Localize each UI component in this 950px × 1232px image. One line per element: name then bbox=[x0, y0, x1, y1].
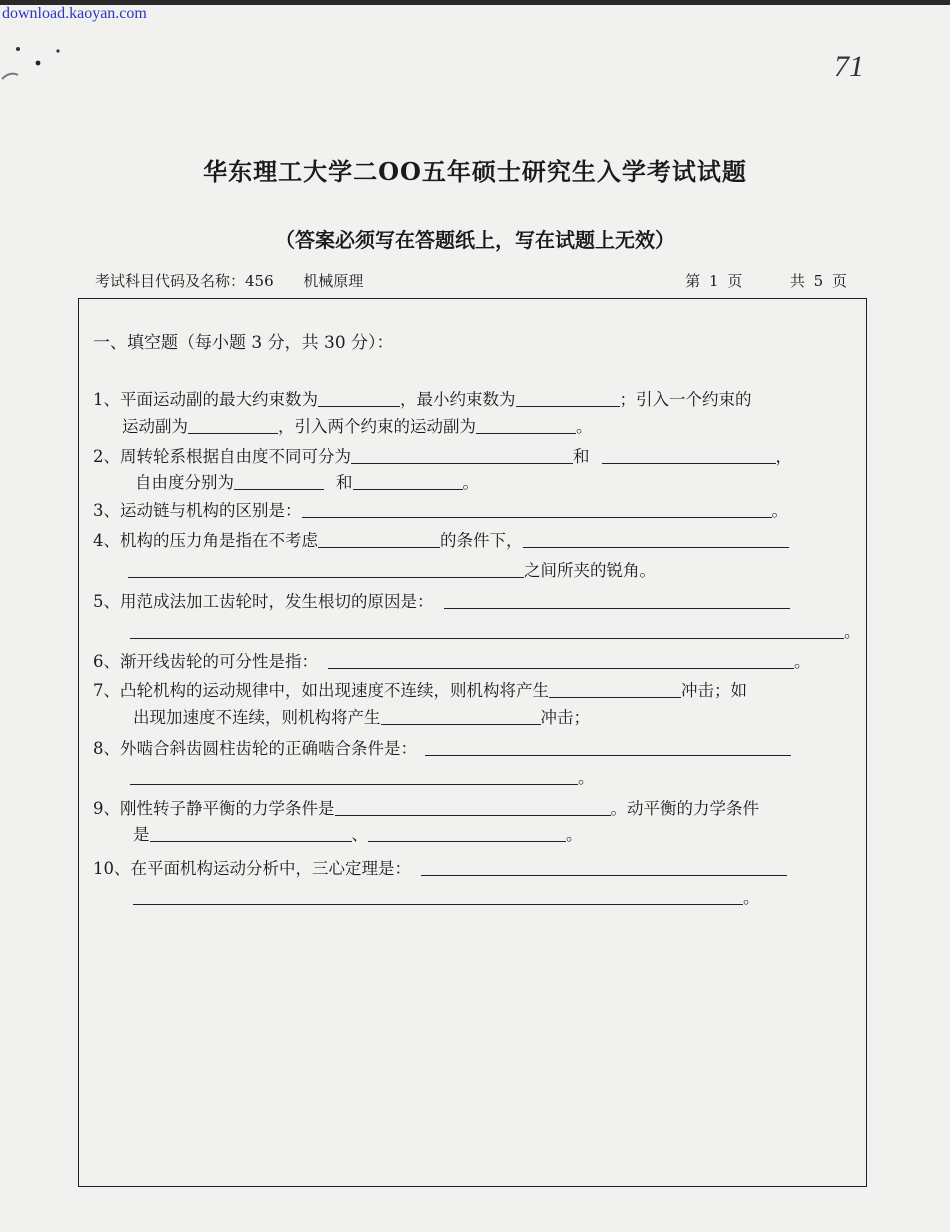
q5-blank-1 bbox=[444, 592, 790, 610]
question-1-line-2 bbox=[122, 413, 593, 437]
q3-blank bbox=[302, 501, 772, 519]
q7-text: 冲击；如 bbox=[681, 681, 747, 700]
q8-blank-1 bbox=[425, 739, 791, 757]
q9-blank-3 bbox=[368, 825, 566, 843]
watermark: download.kaoyan.com bbox=[2, 5, 147, 22]
q1-text: ，最小约束数为 bbox=[400, 390, 516, 409]
question-9-line-2 bbox=[133, 821, 583, 845]
question-4-line-2 bbox=[128, 557, 656, 581]
subject-code: 456 bbox=[245, 272, 274, 290]
q10-text: 。 bbox=[743, 888, 760, 907]
q1-blank-3 bbox=[188, 417, 278, 435]
question-6 bbox=[93, 648, 811, 672]
q9-text: 是 bbox=[133, 825, 150, 844]
q7-text: 冲击； bbox=[540, 708, 590, 727]
q10-blank-1 bbox=[421, 859, 787, 877]
question-3 bbox=[93, 497, 788, 521]
q6-text: 6、渐开线齿轮的可分性是指： bbox=[93, 652, 318, 671]
question-5-line-1 bbox=[93, 588, 790, 612]
q10-text: 10、在平面机构运动分析中，三心定理是： bbox=[93, 859, 411, 878]
q7-text: 7、凸轮机构的运动规律中，如出现速度不连续，则机构将产生 bbox=[93, 681, 549, 700]
q9-text: 、 bbox=[351, 825, 368, 844]
q3-text: 。 bbox=[771, 501, 788, 520]
handwritten-mark: 71 bbox=[834, 50, 864, 83]
section-title: 一、填空题（每小题 3 分，共 30 分）： bbox=[93, 333, 394, 353]
q6-blank bbox=[328, 652, 794, 670]
subject-info bbox=[95, 270, 363, 291]
question-2-line-1 bbox=[93, 443, 792, 467]
q9-text: 。 bbox=[566, 825, 583, 844]
q2-text: 。 bbox=[462, 473, 479, 492]
q1-text: 运动副为 bbox=[122, 417, 188, 436]
question-10-line-2 bbox=[133, 884, 760, 908]
subject-name: 机械原理 bbox=[303, 272, 364, 290]
q2-text: 自由度分别为 bbox=[135, 473, 234, 492]
page-info bbox=[685, 270, 847, 291]
q2-text: 和 bbox=[573, 447, 590, 466]
q6-text: 。 bbox=[794, 652, 811, 671]
q2-text: 2、周转轮系根据自由度不同可分为 bbox=[93, 447, 351, 466]
scan-specks bbox=[0, 35, 80, 95]
q9-text: 。动平衡的力学条件 bbox=[610, 799, 759, 818]
q8-blank-2 bbox=[130, 768, 578, 786]
exam-subtitle: （答案必须写在答题纸上，写在试题上无效） bbox=[275, 228, 675, 252]
question-5-line-2 bbox=[130, 618, 861, 642]
q2-text: ， bbox=[775, 447, 792, 466]
page-total: 共 5 页 bbox=[789, 272, 847, 290]
question-7-line-1 bbox=[93, 677, 747, 701]
question-9-line-1 bbox=[93, 795, 759, 819]
q9-blank-2 bbox=[150, 825, 352, 843]
q8-text: 8、外啮合斜齿圆柱齿轮的正确啮合条件是： bbox=[93, 739, 417, 758]
q4-blank-2 bbox=[523, 531, 789, 549]
exam-title: 华东理工大学二OO五年硕士研究生入学考试试题 bbox=[203, 157, 747, 186]
q1-text: 。 bbox=[576, 417, 593, 436]
question-2-line-2 bbox=[135, 469, 479, 493]
q1-text: ，引入两个约束的运动副为 bbox=[278, 417, 476, 436]
q7-blank-2 bbox=[381, 708, 541, 726]
question-1-line-1 bbox=[93, 386, 752, 410]
question-10-line-1 bbox=[93, 855, 787, 879]
q5-text: 。 bbox=[844, 622, 861, 641]
page-number: 第 1 页 bbox=[685, 272, 743, 290]
q4-text: 之间所夹的锐角。 bbox=[524, 561, 656, 580]
q7-blank-1 bbox=[549, 681, 681, 699]
q2-blank-1 bbox=[351, 447, 573, 465]
q8-text: 。 bbox=[578, 768, 595, 787]
q2-blank-4 bbox=[353, 473, 463, 491]
q5-blank-2 bbox=[130, 622, 844, 640]
q10-blank-2 bbox=[133, 888, 743, 906]
q4-blank-1 bbox=[318, 531, 440, 549]
q1-text: 1、平面运动副的最大约束数为 bbox=[93, 390, 318, 409]
q1-text: ；引入一个约束的 bbox=[619, 390, 752, 409]
question-4-line-1 bbox=[93, 527, 789, 551]
q2-text: 和 bbox=[336, 473, 353, 492]
q4-text: 的条件下， bbox=[440, 531, 523, 550]
q4-text: 4、机构的压力角是指在不考虑 bbox=[93, 531, 318, 550]
question-8-line-2 bbox=[130, 764, 595, 788]
q1-blank-4 bbox=[476, 417, 576, 435]
question-8-line-1 bbox=[93, 735, 791, 759]
subject-label: 考试科目代码及名称： bbox=[95, 272, 246, 290]
q2-blank-2 bbox=[602, 447, 776, 465]
q9-text: 9、刚性转子静平衡的力学条件是 bbox=[93, 799, 335, 818]
q5-text: 5、用范成法加工齿轮时，发生根切的原因是： bbox=[93, 592, 434, 611]
q9-blank-1 bbox=[335, 799, 611, 817]
question-7-line-2 bbox=[133, 704, 590, 728]
q3-text: 3、运动链与机构的区别是： bbox=[93, 501, 302, 520]
q7-text: 出现加速度不连续，则机构将产生 bbox=[133, 708, 381, 727]
q1-blank-1 bbox=[318, 390, 400, 408]
q2-blank-3 bbox=[234, 473, 324, 491]
q4-blank-3 bbox=[128, 561, 524, 579]
q1-blank-2 bbox=[516, 390, 620, 408]
